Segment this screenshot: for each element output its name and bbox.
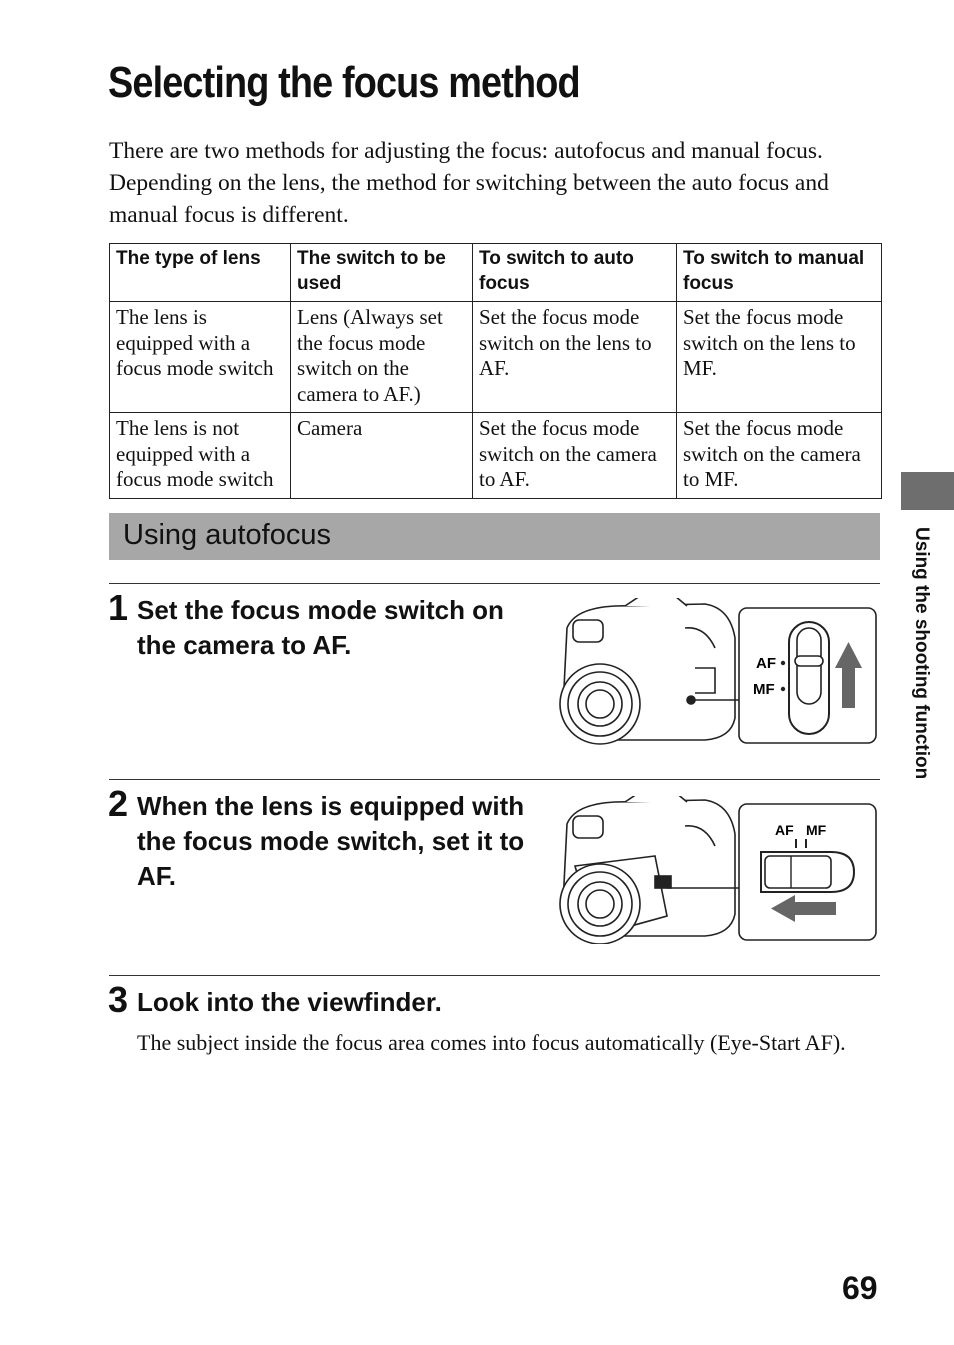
table-cell: Camera bbox=[291, 413, 473, 499]
table-cell: Lens (Always set the focus mode switch on the camera to AF.) bbox=[291, 302, 473, 413]
table-header: The type of lens bbox=[110, 244, 291, 302]
lens-switch-callout bbox=[739, 804, 876, 940]
camera-af-switch-illustration bbox=[555, 598, 880, 748]
camera-body-icon bbox=[560, 598, 735, 744]
table-header-row bbox=[110, 244, 882, 302]
step-text: Look into the viewfinder. bbox=[137, 987, 442, 1017]
af-label: AF bbox=[775, 822, 794, 838]
table-row bbox=[110, 302, 882, 413]
step-divider bbox=[109, 583, 880, 584]
table-row bbox=[110, 413, 882, 499]
table-cell: The lens is not equipped with a focus mode switch bbox=[110, 413, 291, 499]
step-number: 3 bbox=[108, 979, 129, 1020]
table-cell: Set the focus mode switch on the lens to MF. bbox=[677, 302, 882, 413]
camera-body-icon bbox=[560, 796, 735, 944]
step-divider bbox=[109, 779, 880, 780]
mf-label: MF bbox=[806, 822, 827, 838]
table-cell: Set the focus mode switch on the camera to AF. bbox=[473, 413, 677, 499]
step-number: 1 bbox=[108, 587, 129, 628]
table-cell: The lens is equipped with a focus mode switch bbox=[110, 302, 291, 413]
lens-table bbox=[109, 243, 882, 499]
step-text: When the lens is equipped with the focus mode switch, set it to AF. bbox=[137, 791, 525, 891]
chapter-tab bbox=[901, 472, 954, 510]
mf-label: MF bbox=[753, 681, 775, 698]
page-number: 69 bbox=[842, 1270, 878, 1306]
table-header: To switch to manual focus bbox=[677, 244, 882, 302]
intro-paragraph: There are two methods for adjusting the focus: autofocus and manual focus. Depending on the lens, the method for switching between the auto focus and manual focus is different. bbox=[109, 138, 829, 228]
table-cell: Set the focus mode switch on the camera to MF. bbox=[677, 413, 882, 499]
table-header: The switch to be used bbox=[291, 244, 473, 302]
step-text: Set the focus mode switch on the camera to AF. bbox=[137, 595, 504, 660]
table-header: To switch to auto focus bbox=[473, 244, 677, 302]
lens-af-switch-illustration bbox=[555, 796, 880, 944]
page-title: Selecting the focus method bbox=[108, 58, 580, 107]
camera-switch-callout bbox=[739, 608, 876, 743]
section-header bbox=[109, 513, 880, 560]
section-title: Using autofocus bbox=[123, 519, 331, 551]
table-cell: Set the focus mode switch on the lens to AF. bbox=[473, 302, 677, 413]
af-label: AF bbox=[756, 655, 776, 672]
step-note: The subject inside the focus area comes into focus automatically (Eye-Start AF). bbox=[137, 1030, 846, 1055]
step-divider bbox=[109, 975, 880, 976]
chapter-label: Using the shooting function bbox=[911, 527, 932, 780]
step-number: 2 bbox=[108, 783, 129, 824]
